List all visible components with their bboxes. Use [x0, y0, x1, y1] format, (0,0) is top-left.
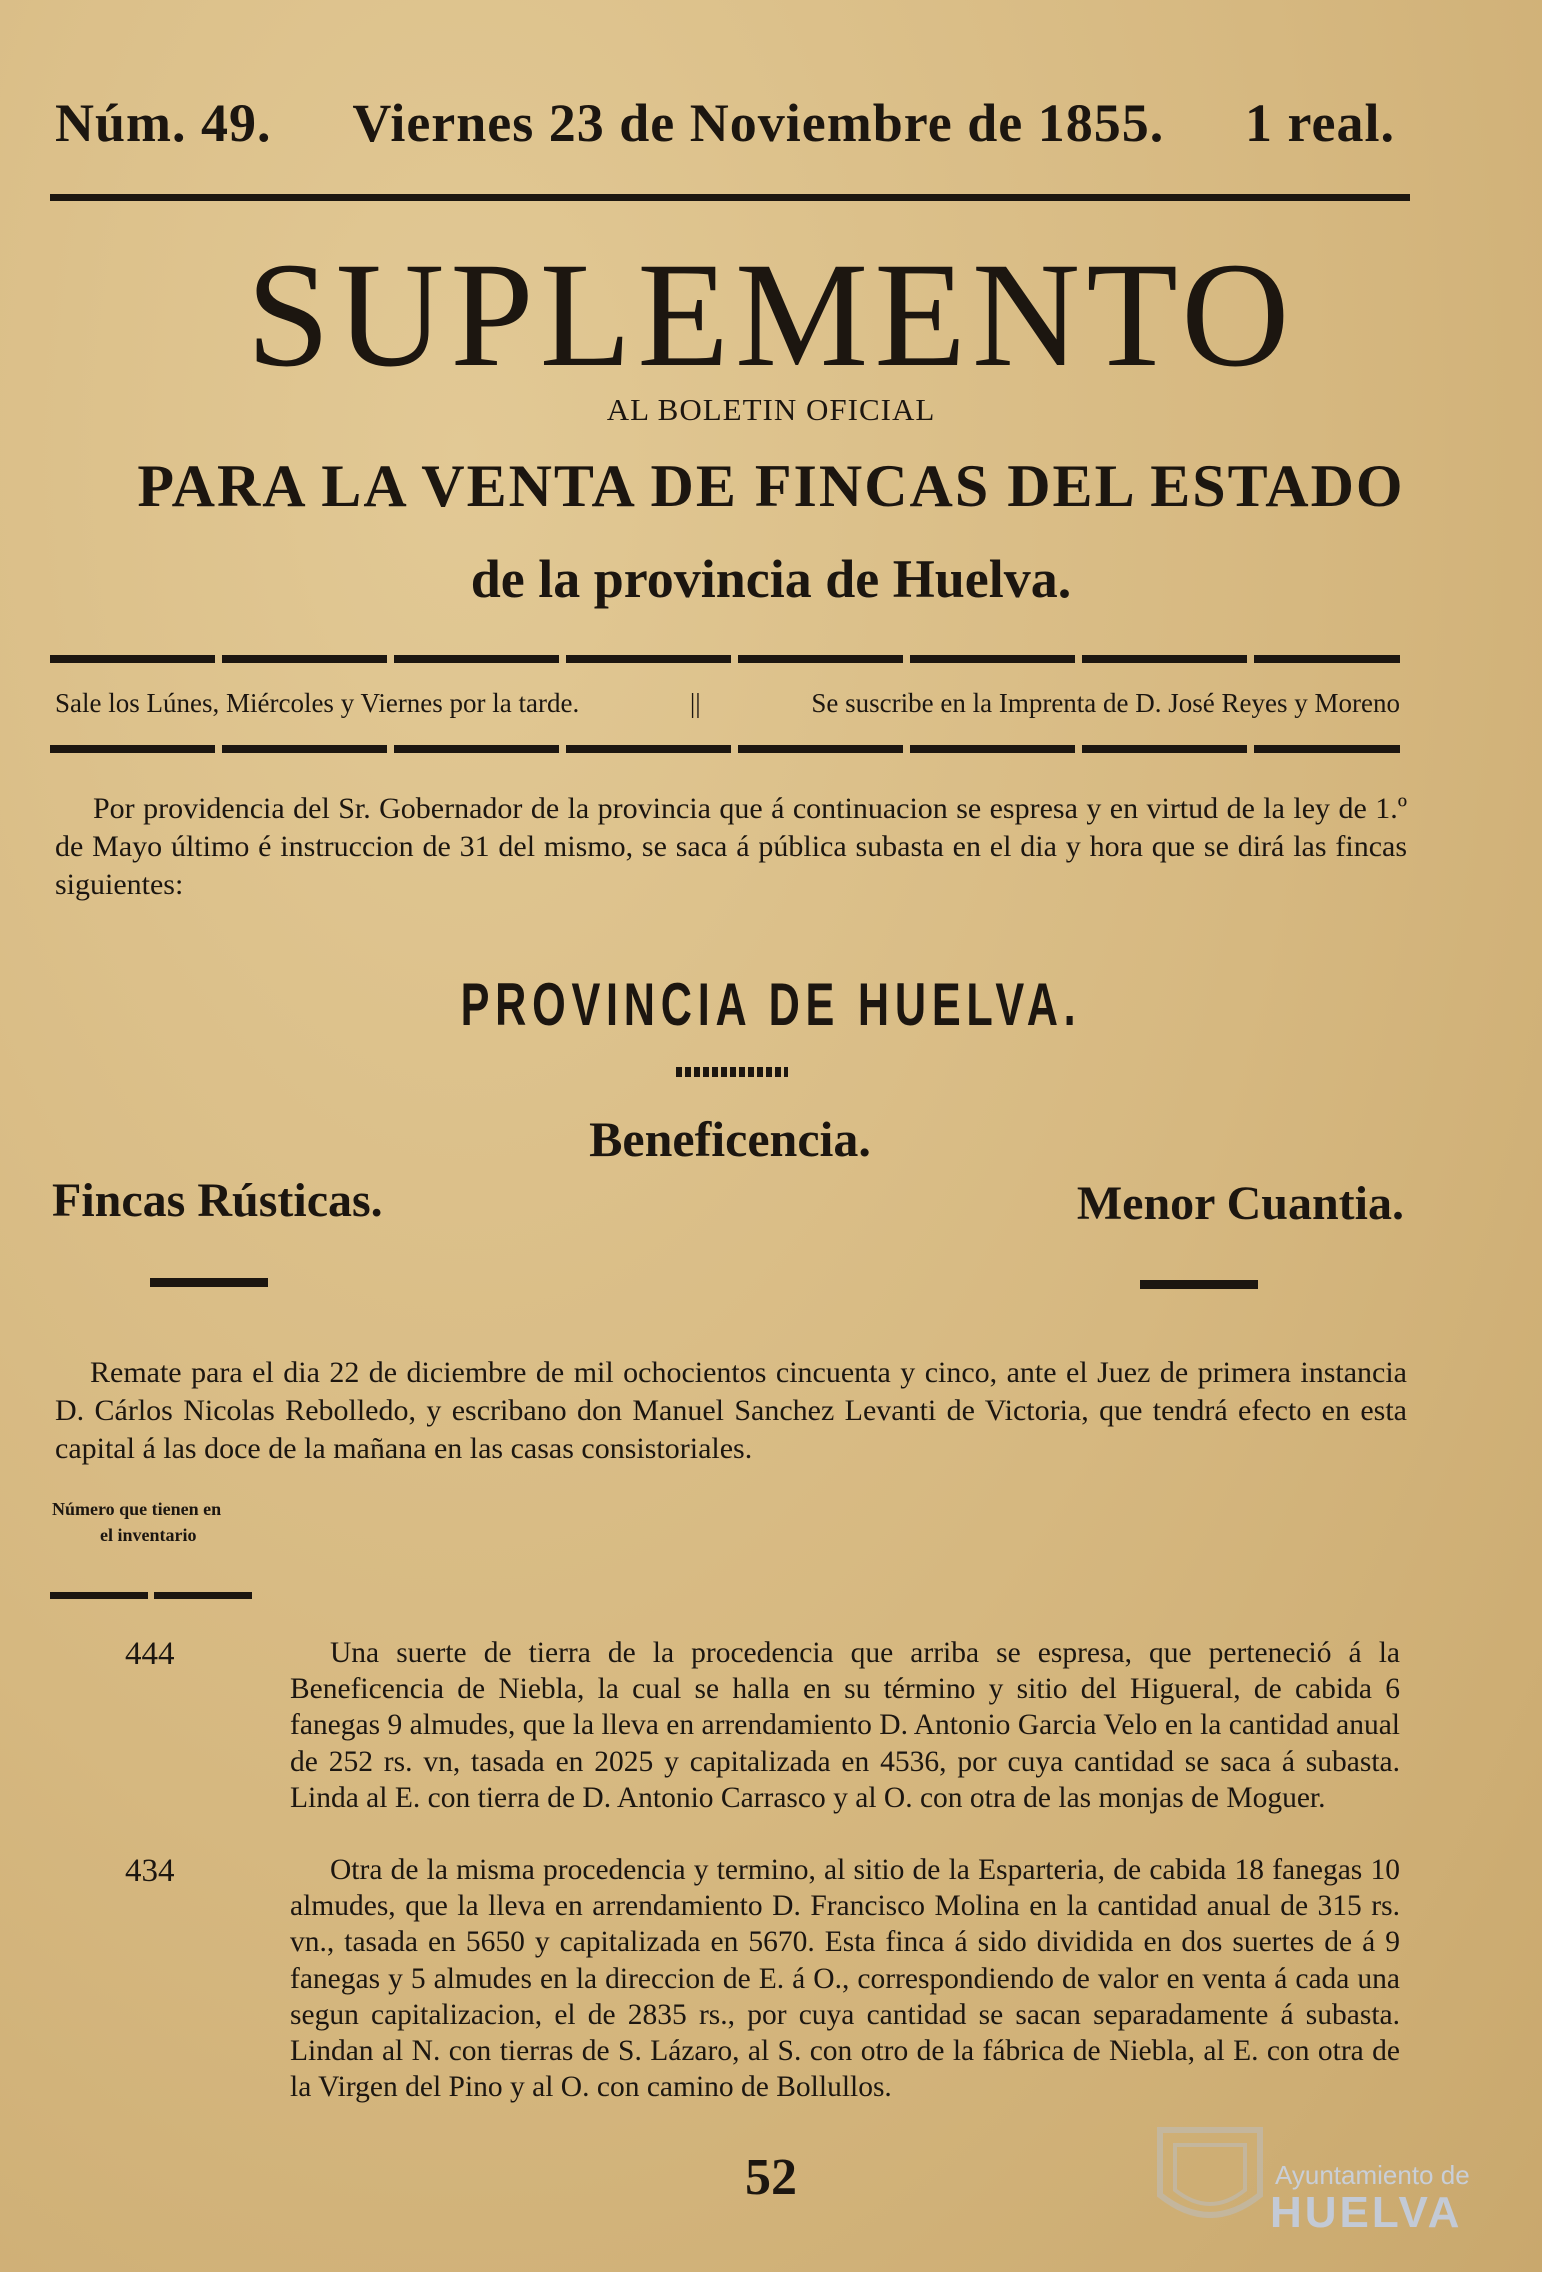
watermark-line1: Ayuntamiento de	[1275, 2160, 1470, 2190]
inventory-rule	[50, 1592, 255, 1599]
subline-separator: ||	[689, 687, 701, 718]
subtitle-big: PARA LA VENTA DE FINCAS DEL ESTADO	[137, 453, 1405, 519]
subscription-line	[55, 683, 1400, 723]
subtitle-small: AL BOLETIN OFICIAL	[606, 392, 936, 427]
divider-top	[50, 655, 1400, 663]
intro-paragraph: Por providencia del Sr. Gobernador de la provincia que á continuacion se espresa y en virtud de la ley de 1.º de Mayo último é instruccion de 31 del mismo, se saca á pública subasta en el dia y hora que se dirá las fincas siguientes:	[55, 792, 1407, 901]
watermark-line2: HUELVA	[1270, 2188, 1463, 2237]
issue-number: Núm. 49.	[55, 93, 272, 153]
entry-number: 444	[125, 1636, 175, 1672]
category-heading: Fincas Rústicas.	[52, 1174, 383, 1227]
issue-date: Viernes 23 de Noviembre de 1855.	[352, 93, 1165, 153]
entry-description: Una suerte de tierra de la procedencia que arriba se espresa, que perteneció á la Beneficencia de Niebla, la cual se halla en su término y sitio del Higueral, de cabida 6 fanegas 9 almudes, que la lleva en arrendamiento D. Antonio Garcia Velo en la cantidad anual de 252 rs. vn, tasada en 2025 y capitalizada en 4536, por cuya cantidad se saca á subasta. Linda al E. con tierra de D. Antonio Carrasco y al O. con otra de las monjas de Moguer.	[290, 1637, 1400, 1814]
inventory-note-line1: Número que tienen en	[52, 1499, 222, 1519]
page-title: SUPLEMENTO	[246, 232, 1296, 398]
right-ornament-rule	[1140, 1280, 1258, 1289]
amount-class-heading: Menor Cuantia.	[1076, 1177, 1404, 1230]
inventory-note-line2: el inventario	[100, 1525, 197, 1545]
issue-price: 1 real.	[1245, 93, 1395, 153]
subscription-info: Se suscribe en la Imprenta de D. José Reyes y Moreno	[811, 687, 1400, 718]
entry-number: 434	[125, 1853, 175, 1889]
ornament	[676, 1067, 788, 1077]
province-heading: PROVINCIA DE HUELVA.	[460, 971, 1082, 1038]
left-ornament-rule	[150, 1278, 268, 1287]
divider-bottom	[50, 745, 1400, 753]
subtitle-province: de la provincia de Huelva.	[470, 549, 1072, 609]
masthead-rule	[50, 194, 1410, 201]
publication-schedule: Sale los Lúnes, Miércoles y Viernes por la tarde.	[55, 687, 580, 718]
inventory-note	[52, 1496, 221, 1548]
auction-notice: Remate para el dia 22 de diciembre de mil ochocientos cincuenta y cinco, ante el Juez de primera instancia D. Cárlos Nicolas Rebolledo, y escribano don Manuel Sanchez Levanti de Victoria, que tendrá efecto en esta capital á las doce de la mañana en las casas consistoriales.	[55, 1356, 1407, 1465]
page-number: 52	[745, 2149, 797, 2206]
masthead	[55, 92, 1395, 162]
entry-description: Otra de la misma procedencia y termino, al sitio de la Esparteria, de cabida 18 fanegas 10 almudes, que la lleva en arrendamiento D. Francisco Molina en la cantidad anual de 315 rs. vn., tasada en 5650 y capitalizada en 5670. Esta finca á sido dividida en dos suertes de á 9 fanegas y 5 almudes en la direccion de E. á O., correspondiendo de valor en venta á cada una segun capitalizacion, el de 2835 rs., por cuya cantidad se sacan separadamente á subasta. Lindan al N. con tierras de S. Lázaro, al S. con otro de la fábrica de Niebla, al E. con otra de la Virgen del Pino y al O. con camino de Bollullos.	[290, 1854, 1400, 2104]
section-heading: Beneficencia.	[589, 1111, 871, 1167]
